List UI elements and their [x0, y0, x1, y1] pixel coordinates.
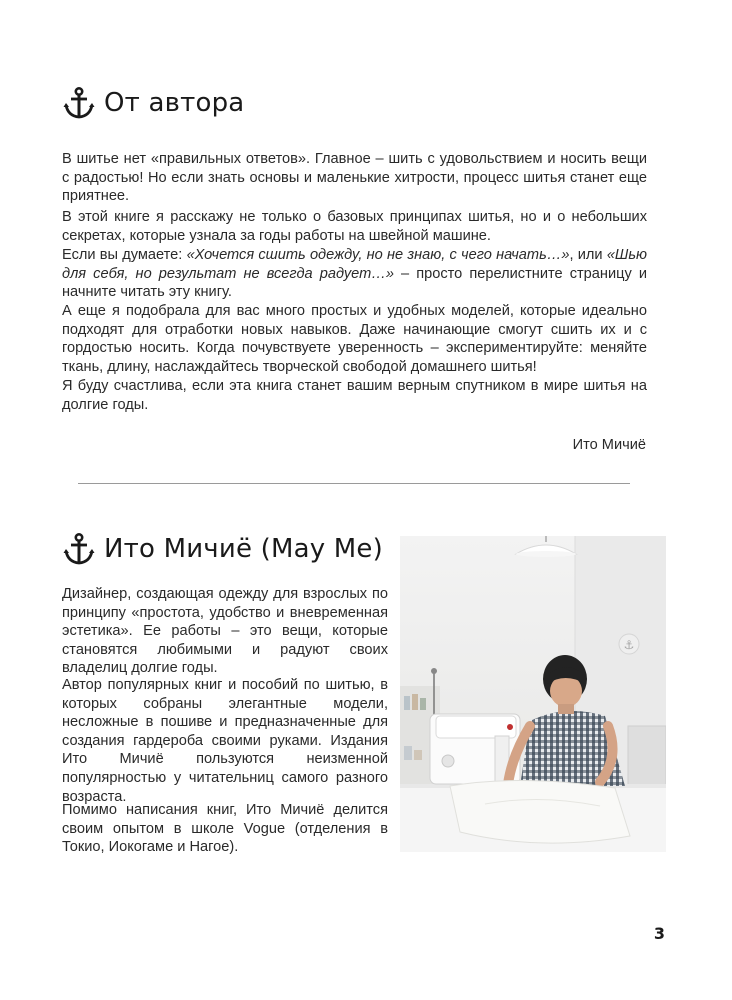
svg-text:⚓: ⚓ [623, 638, 635, 652]
author-p3-mid: , или [569, 247, 607, 263]
author-paragraph-3 [62, 246, 647, 302]
author-paragraph-1: В шитье нет «правильных ответов». Главное – шить с удовольствием и носить вещи с радостью! Но если знать основы и маленькие хитрости, процесс шитья станет еще приятнее. [62, 151, 647, 205]
author-p3-quote-1: «Хочется сшить одежду, но не знаю, с чего начать…» [186, 247, 570, 263]
author-photo [400, 536, 666, 852]
anchor-icon [62, 532, 96, 566]
author-title: От автора [104, 88, 245, 118]
author-p3-before: Если вы думаете: [62, 247, 187, 263]
bio-paragraph-1: Дизайнер, создающая одежду для взрослых по принципу «простота, удобство и вневременная эстетика». Ее работы – это вещи, которые становятся любимыми и радуют своих владелиц долгие годы. [62, 586, 388, 677]
author-p3-after: – просто перелистните страницу и начните читать эту книгу. [62, 265, 647, 301]
author-signature: Ито Мичиё [572, 437, 646, 453]
bio-paragraph-3: Помимо написания книг, Ито Мичиё делится своим опытом в школе Vogue (отделения в Токио, Иокогаме и Нагое). [62, 802, 388, 856]
bio-paragraph-2: Автор популярных книг и пособий по шитью, в которых собраны элегантные модели, несложные в пошиве и предназначенные для создания гардероба своими руками. Издания Ито Мичиё пользуются неизменной популярностью у читательниц самого разного возраста. [62, 677, 388, 805]
page-number: 3 [653, 924, 665, 943]
bio-title: Ито Мичиё (May Me) [104, 534, 383, 564]
bio-heading [62, 532, 383, 566]
author-heading [62, 86, 244, 120]
author-p3-quote-2: «Шью для себя, но результат не всегда радует…» [62, 247, 648, 282]
anchor-icon [62, 86, 96, 120]
author-paragraph-4: А еще я подобрала для вас много простых и удобных моделей, которые идеально подходят для отработки новых навыков. Даже начинающие смогут сшить их и с гордостью носить. Когда почувствуете уверенность – экспериментируйте: меняйте ткань, длину, наслаждайтесь творческой свободой домашнего шитья! [62, 303, 647, 375]
author-paragraph-2: В этой книге я расскажу не только о базовых принципах шитья, но и о небольших секретах, которые узнала за годы работы на швейной машине. [62, 209, 647, 244]
section-divider [78, 483, 630, 484]
author-paragraph-5: Я буду счастлива, если эта книга станет вашим верным спутником в мире шитья на долгие годы. [62, 378, 647, 413]
